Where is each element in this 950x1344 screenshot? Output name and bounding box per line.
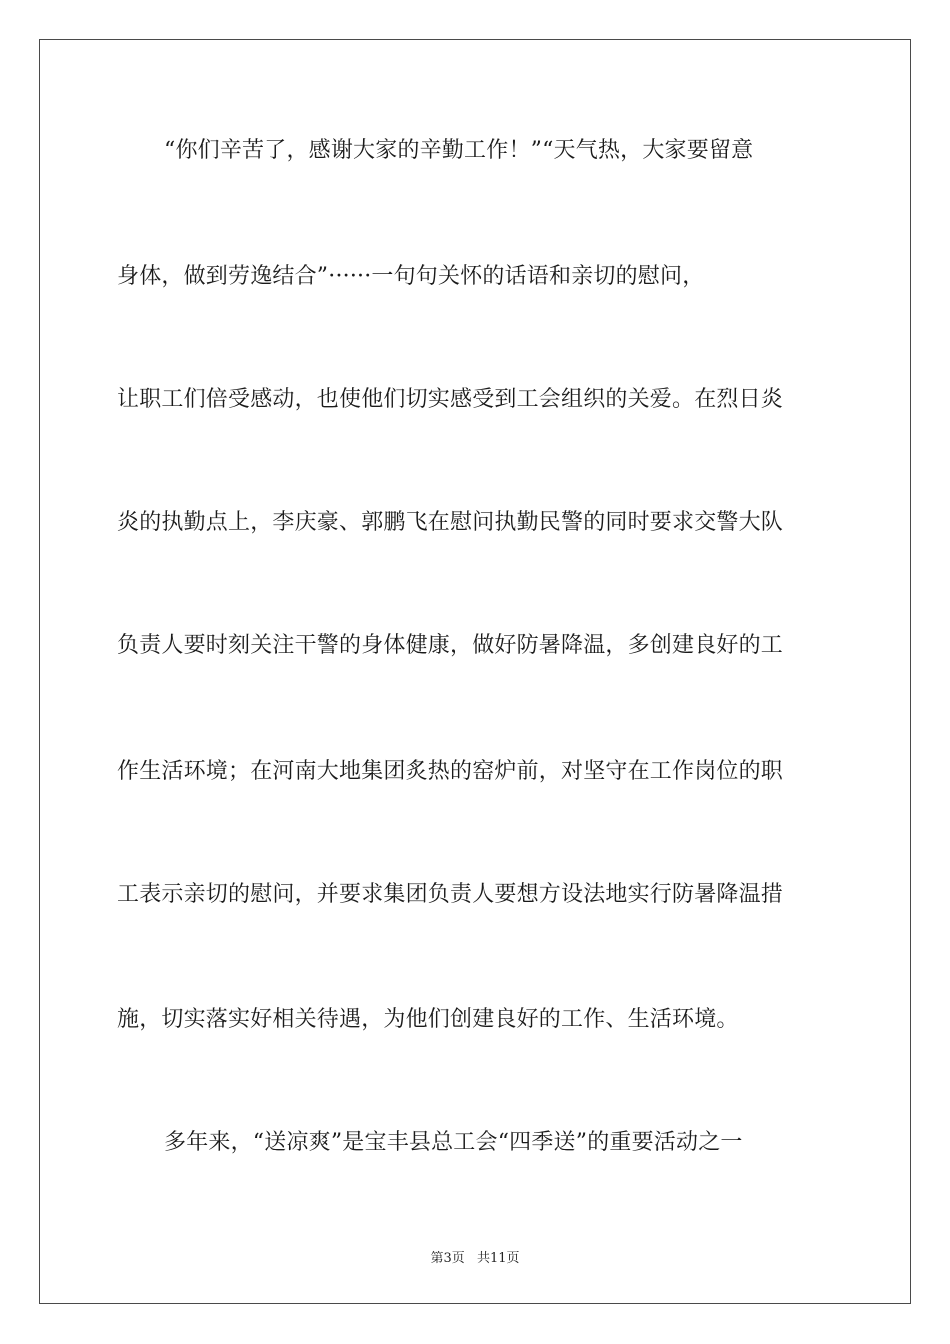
paragraph-1-line-8: 施，切实落实好相关待遇，为他们创建良好的工作、生活环境。 — [117, 1007, 739, 1032]
paragraph-1-line-4: 炎的执勤点上，李庆豪、郭鹏飞在慰问执勤民警的同时要求交警大队 — [117, 510, 784, 535]
paragraph-1-line-6: 作生活环境；在河南大地集团炙热的窑炉前，对坚守在工作岗位的职 — [117, 759, 784, 784]
paragraph-1-line-7: 工表示亲切的慰问，并要求集团负责人要想方设法地实行防暑降温措 — [117, 882, 784, 907]
page-number-current: 第3页 — [430, 1251, 465, 1266]
paragraph-1-line-3: 让职工们倍受感动，也使他们切实感受到工会组织的关爱。在烈日炎 — [117, 387, 784, 412]
page-number-total: 共11页 — [476, 1251, 520, 1266]
paragraph-1-line-5: 负责人要时刻关注干警的身体健康，做好防暑降温，多创建良好的工 — [117, 633, 784, 658]
page-footer — [0, 1247, 950, 1266]
page-border — [39, 39, 911, 1304]
paragraph-1-line-2: 身体，做到劳逸结合”······一句句关怀的话语和亲切的慰问， — [117, 264, 705, 289]
paragraph-1-line-1: “你们辛苦了，感谢大家的辛勤工作！”“天气热，大家要留意 — [164, 138, 754, 163]
paragraph-2-line-1: 多年来，“送凉爽”是宝丰县总工会“四季送”的重要活动之一 — [164, 1130, 743, 1155]
